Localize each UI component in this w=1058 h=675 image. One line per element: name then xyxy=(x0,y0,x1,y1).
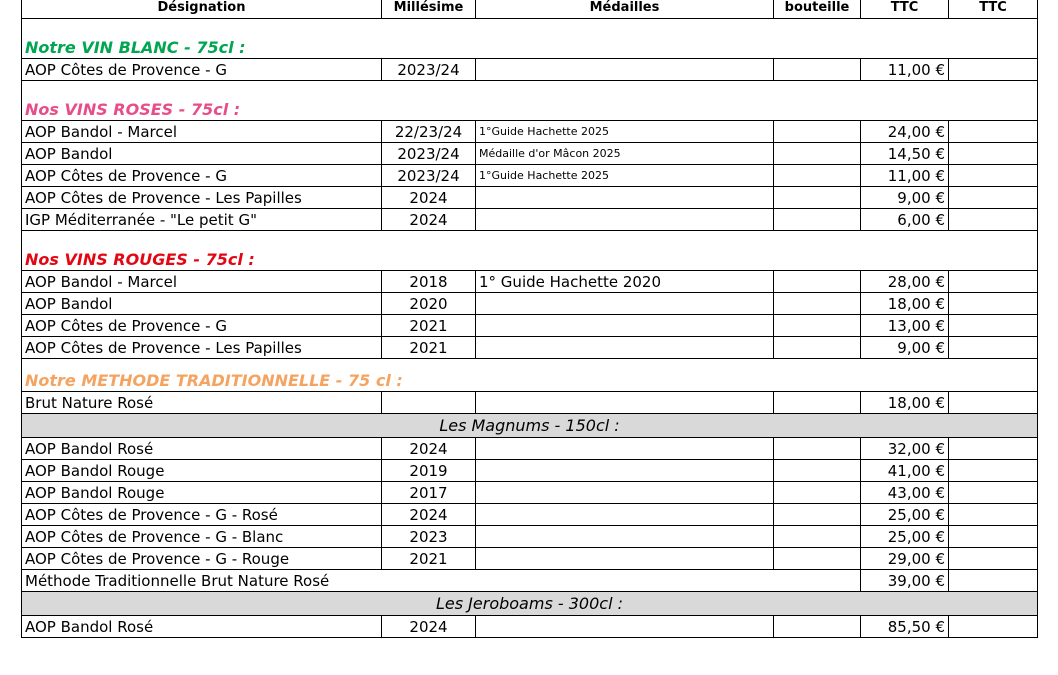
vintage: 2018 xyxy=(382,271,476,293)
price: 13,00 € xyxy=(861,315,949,337)
medal xyxy=(476,187,774,209)
ttc-cell xyxy=(949,616,1038,638)
vintage: 2023 xyxy=(382,526,476,548)
table-row xyxy=(22,526,1038,548)
medal xyxy=(476,315,774,337)
header-ttc: TTC xyxy=(861,0,949,19)
vintage: 2024 xyxy=(382,187,476,209)
table-row xyxy=(22,616,1038,638)
wine-name: AOP Côtes de Provence - Les Papilles xyxy=(22,337,382,359)
wine-name: AOP Côtes de Provence - G - Rosé xyxy=(22,504,382,526)
table-row xyxy=(22,121,1038,143)
ttc-cell xyxy=(949,482,1038,504)
wine-name: AOP Côtes de Provence - Les Papilles xyxy=(22,187,382,209)
header-bouteille: bouteille xyxy=(774,0,861,19)
ttc-cell xyxy=(949,570,1038,592)
price: 85,50 € xyxy=(861,616,949,638)
section-white-wine xyxy=(22,19,1038,59)
header-row xyxy=(22,0,1038,19)
wine-name: AOP Bandol - Marcel xyxy=(22,121,382,143)
table-row xyxy=(22,165,1038,187)
price: 41,00 € xyxy=(861,460,949,482)
bottle-cell xyxy=(774,143,861,165)
header-designation: Désignation xyxy=(22,0,382,19)
table-row xyxy=(22,438,1038,460)
price: 43,00 € xyxy=(861,482,949,504)
ttc-cell xyxy=(949,187,1038,209)
bottle-cell xyxy=(774,293,861,315)
wine-name: AOP Bandol Rouge xyxy=(22,460,382,482)
vintage: 2023/24 xyxy=(382,59,476,81)
medal xyxy=(476,337,774,359)
section-jeroboams xyxy=(22,592,1038,616)
vintage: 2024 xyxy=(382,504,476,526)
section-title: Nos VINS ROUGES - 75cl : xyxy=(22,231,1038,271)
table-row xyxy=(22,548,1038,570)
vintage: 2017 xyxy=(382,482,476,504)
vintage: 2024 xyxy=(382,616,476,638)
section-title: Les Jeroboams - 300cl : xyxy=(22,592,1038,616)
wine-name: AOP Bandol Rosé xyxy=(22,616,382,638)
section-red-wines xyxy=(22,231,1038,271)
price: 25,00 € xyxy=(861,526,949,548)
price: 32,00 € xyxy=(861,438,949,460)
bottle-cell xyxy=(774,187,861,209)
table-row xyxy=(22,293,1038,315)
section-rose-wines xyxy=(22,81,1038,121)
price: 14,50 € xyxy=(861,143,949,165)
medal xyxy=(476,392,774,414)
section-sparkling xyxy=(22,359,1038,392)
price: 18,00 € xyxy=(861,392,949,414)
price: 6,00 € xyxy=(861,209,949,231)
bottle-cell xyxy=(774,616,861,638)
wine-name: AOP Côtes de Provence - G xyxy=(22,165,382,187)
price: 9,00 € xyxy=(861,337,949,359)
medal xyxy=(476,438,774,460)
vintage: 22/23/24 xyxy=(382,121,476,143)
wine-name: AOP Bandol Rouge xyxy=(22,482,382,504)
price: 24,00 € xyxy=(861,121,949,143)
price: 18,00 € xyxy=(861,293,949,315)
vintage: 2019 xyxy=(382,460,476,482)
table-row xyxy=(22,271,1038,293)
vintage: 2021 xyxy=(382,315,476,337)
vintage: 2021 xyxy=(382,548,476,570)
header-ttc-2: TTC xyxy=(949,0,1038,19)
section-title: Nos VINS ROSES - 75cl : xyxy=(22,81,1038,121)
vintage xyxy=(382,392,476,414)
ttc-cell xyxy=(949,165,1038,187)
bottle-cell xyxy=(774,165,861,187)
ttc-cell xyxy=(949,526,1038,548)
table-row xyxy=(22,187,1038,209)
medal xyxy=(476,59,774,81)
table-row xyxy=(22,392,1038,414)
bottle-cell xyxy=(774,482,861,504)
ttc-cell xyxy=(949,548,1038,570)
ttc-cell xyxy=(949,392,1038,414)
ttc-cell xyxy=(949,121,1038,143)
table-row xyxy=(22,504,1038,526)
table-row xyxy=(22,209,1038,231)
price: 9,00 € xyxy=(861,187,949,209)
ttc-cell xyxy=(949,271,1038,293)
ttc-cell xyxy=(949,504,1038,526)
medal xyxy=(476,526,774,548)
medal xyxy=(476,209,774,231)
bottle-cell xyxy=(774,59,861,81)
price: 11,00 € xyxy=(861,59,949,81)
header-medailles: Médailles xyxy=(476,0,774,19)
section-title: Notre VIN BLANC - 75cl : xyxy=(22,19,1038,59)
section-title: Notre METHODE TRADITIONNELLE - 75 cl : xyxy=(22,359,1038,392)
wine-name: AOP Bandol xyxy=(22,143,382,165)
medal xyxy=(476,548,774,570)
bottle-cell xyxy=(774,271,861,293)
wine-name: AOP Côtes de Provence - G xyxy=(22,59,382,81)
medal xyxy=(476,293,774,315)
price: 25,00 € xyxy=(861,504,949,526)
medal: 1° Guide Hachette 2020 xyxy=(476,271,774,293)
wine-name: AOP Bandol - Marcel xyxy=(22,271,382,293)
bottle-cell xyxy=(774,209,861,231)
table-row xyxy=(22,482,1038,504)
table-row xyxy=(22,143,1038,165)
bottle-cell xyxy=(774,392,861,414)
vintage: 2024 xyxy=(382,438,476,460)
wine-name: Brut Nature Rosé xyxy=(22,392,382,414)
section-magnums xyxy=(22,414,1038,438)
bottle-cell xyxy=(774,526,861,548)
table-row xyxy=(22,315,1038,337)
table-row xyxy=(22,460,1038,482)
wine-name: AOP Côtes de Provence - G - Blanc xyxy=(22,526,382,548)
vintage: 2023/24 xyxy=(382,143,476,165)
bottle-cell xyxy=(774,121,861,143)
vintage: 2021 xyxy=(382,337,476,359)
medal: 1°Guide Hachette 2025 xyxy=(476,121,774,143)
vintage: 2024 xyxy=(382,209,476,231)
table-row xyxy=(22,570,1038,592)
ttc-cell xyxy=(949,143,1038,165)
price: 29,00 € xyxy=(861,548,949,570)
bottle-cell xyxy=(774,548,861,570)
table-row xyxy=(22,59,1038,81)
wine-price-table xyxy=(21,0,1038,638)
bottle-cell xyxy=(774,315,861,337)
bottle-cell xyxy=(774,438,861,460)
medal xyxy=(476,616,774,638)
bottle-cell xyxy=(774,504,861,526)
price: 39,00 € xyxy=(861,570,949,592)
ttc-cell xyxy=(949,209,1038,231)
ttc-cell xyxy=(949,293,1038,315)
ttc-cell xyxy=(949,315,1038,337)
ttc-cell xyxy=(949,337,1038,359)
bottle-cell xyxy=(774,460,861,482)
ttc-cell xyxy=(949,460,1038,482)
medal xyxy=(476,482,774,504)
wine-name: Méthode Traditionnelle Brut Nature Rosé xyxy=(22,570,861,592)
ttc-cell xyxy=(949,59,1038,81)
header-millesime: Millésime xyxy=(382,0,476,19)
table-row xyxy=(22,337,1038,359)
medal xyxy=(476,460,774,482)
wine-name: IGP Méditerranée - "Le petit G" xyxy=(22,209,382,231)
wine-name: AOP Bandol Rosé xyxy=(22,438,382,460)
wine-name: AOP Côtes de Provence - G - Rouge xyxy=(22,548,382,570)
vintage: 2020 xyxy=(382,293,476,315)
bottle-cell xyxy=(774,337,861,359)
medal xyxy=(476,504,774,526)
medal: Médaille d'or Mâcon 2025 xyxy=(476,143,774,165)
medal: 1°Guide Hachette 2025 xyxy=(476,165,774,187)
wine-name: AOP Bandol xyxy=(22,293,382,315)
section-title: Les Magnums - 150cl : xyxy=(22,414,1038,438)
vintage: 2023/24 xyxy=(382,165,476,187)
ttc-cell xyxy=(949,438,1038,460)
price: 11,00 € xyxy=(861,165,949,187)
price: 28,00 € xyxy=(861,271,949,293)
wine-name: AOP Côtes de Provence - G xyxy=(22,315,382,337)
